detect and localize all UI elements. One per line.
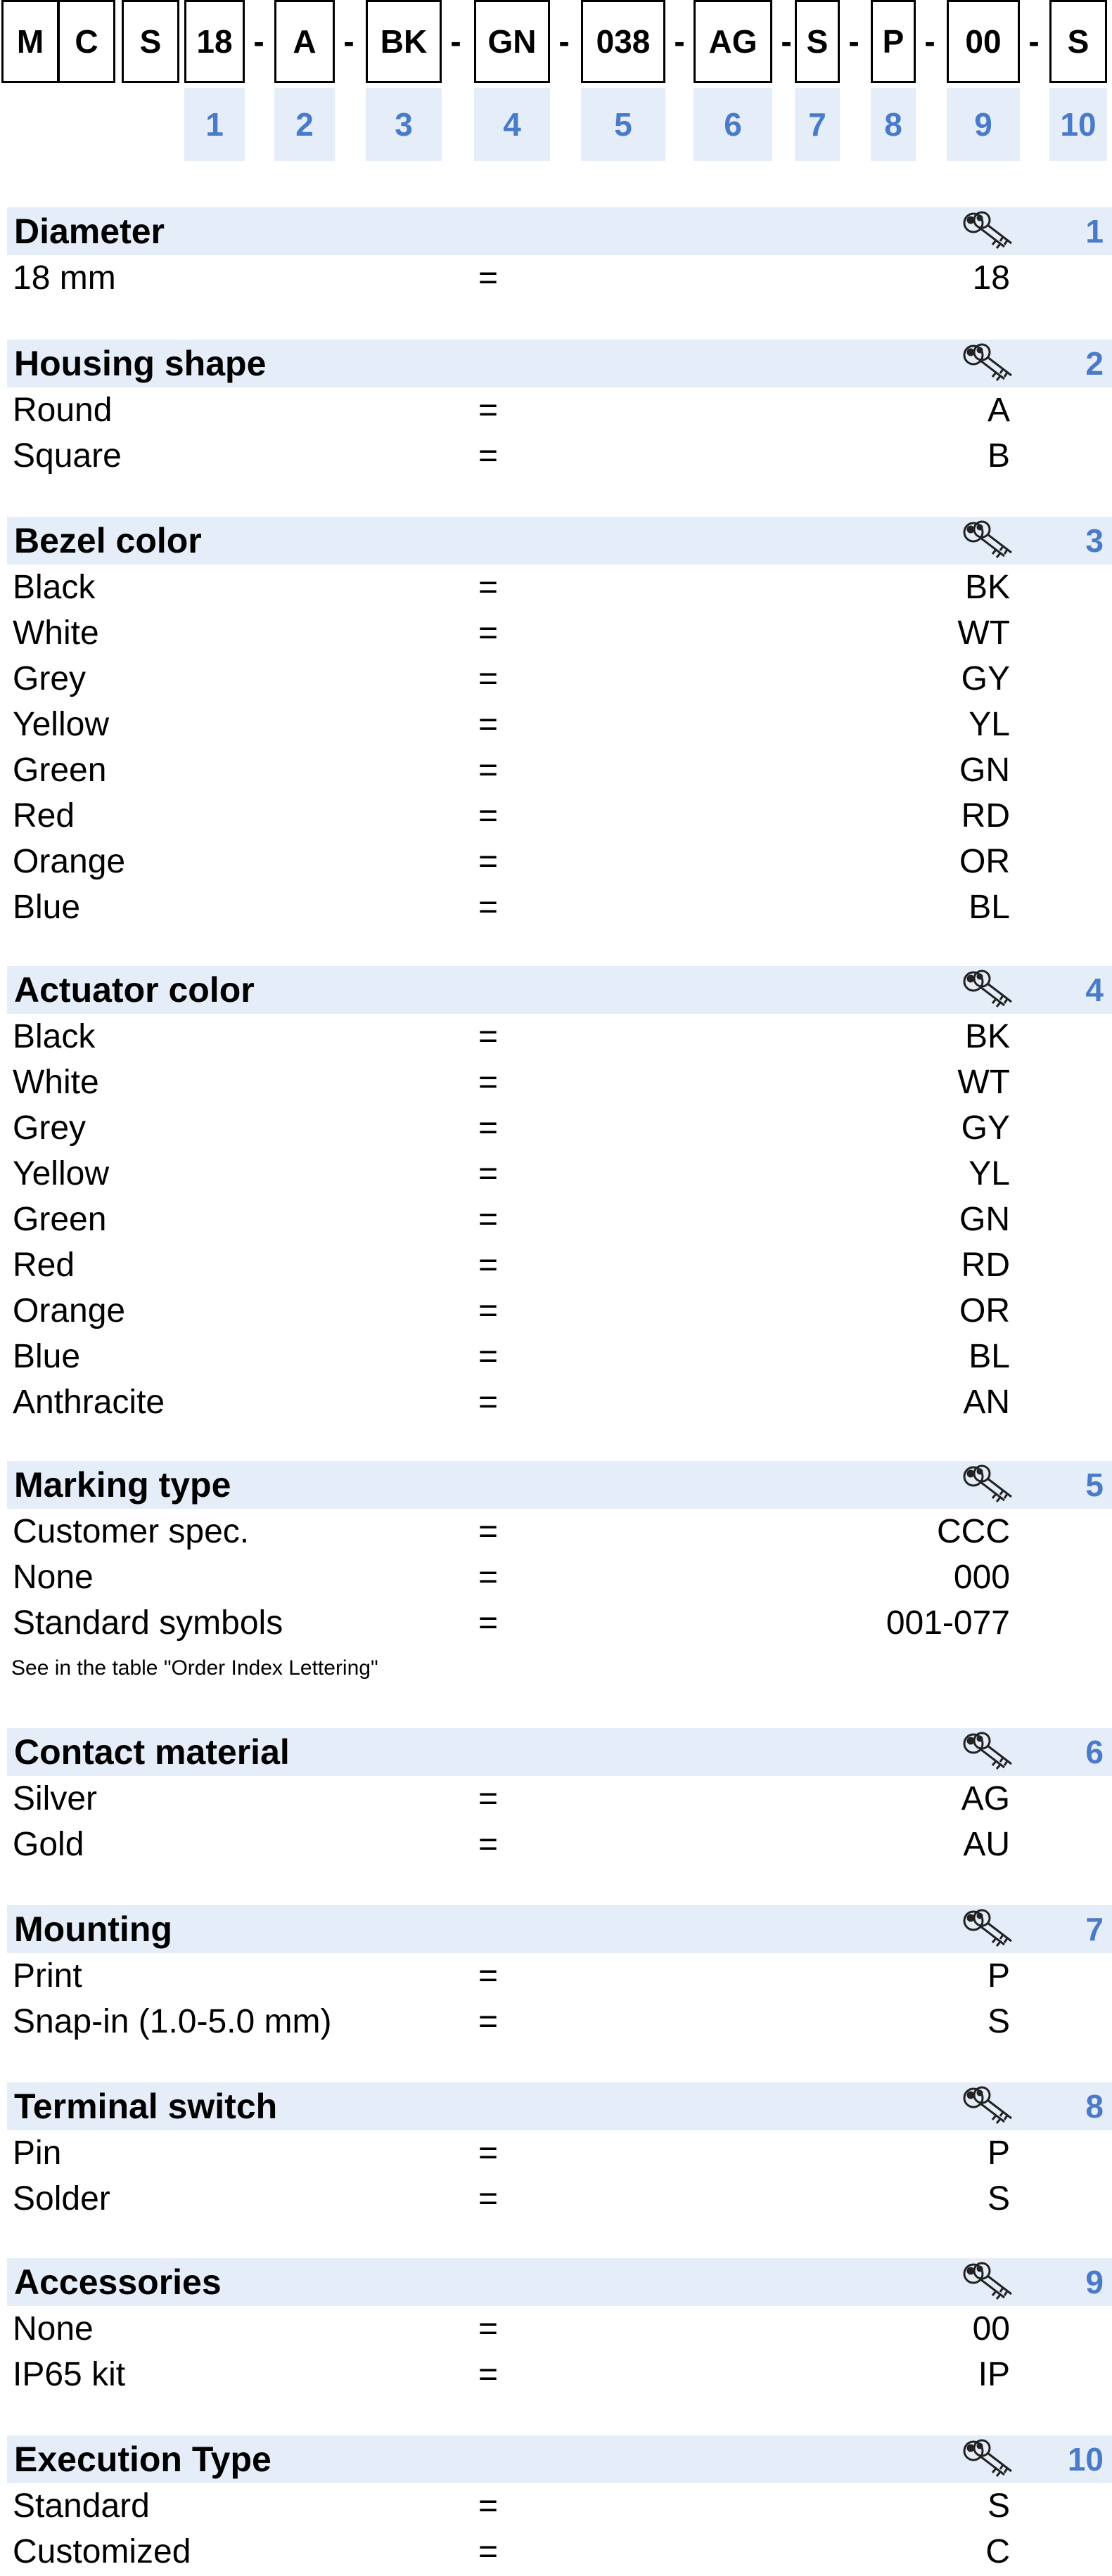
option-row: [0, 1953, 1112, 1999]
option-code: GN: [959, 752, 1010, 789]
equals-sign: =: [478, 843, 499, 880]
equals-sign: =: [478, 1155, 499, 1192]
equals-sign: =: [478, 1338, 499, 1375]
option-row: [0, 1334, 1112, 1379]
option-row: [0, 1197, 1112, 1242]
equals-sign: =: [478, 1109, 499, 1147]
section-number: 6: [1085, 1734, 1104, 1770]
code-separator: -: [781, 23, 792, 60]
section-title: Accessories: [14, 2262, 222, 2302]
option-row: [0, 1060, 1112, 1105]
equals-sign: =: [478, 797, 499, 835]
equals-sign: =: [478, 2356, 499, 2393]
option-row: [0, 565, 1112, 610]
section-header: [7, 2435, 1112, 2483]
option-label: Customized: [13, 2533, 191, 2570]
option-row: [0, 1822, 1112, 1867]
code-segment-index: 1: [184, 88, 245, 161]
equals-sign: =: [478, 1247, 499, 1284]
option-label: None: [13, 2310, 94, 2348]
equals-sign: =: [478, 752, 499, 789]
equals-sign: =: [478, 660, 499, 697]
section-header: [7, 517, 1112, 565]
code-segment-box: M: [1, 0, 59, 83]
key-icon: [961, 518, 1017, 563]
code-segment-box: S: [122, 0, 179, 83]
code-separator: -: [924, 23, 935, 60]
option-code: 000: [953, 1559, 1010, 1596]
equals-sign: =: [478, 1559, 499, 1596]
section-title: Diameter: [14, 212, 165, 251]
option-code: RD: [961, 1247, 1010, 1284]
option-row: [0, 884, 1112, 930]
code-segment-box: C: [58, 0, 115, 83]
key-icon: [961, 1730, 1017, 1775]
option-code: 001-077: [886, 1604, 1010, 1642]
option-label: Grey: [13, 1109, 87, 1147]
section-number: 3: [1085, 522, 1104, 559]
code-separator: -: [450, 23, 461, 60]
order-code-bar: [0, 0, 1112, 88]
code-segment-box: 18: [184, 0, 245, 83]
option-row: [0, 2529, 1112, 2575]
equals-sign: =: [478, 2134, 499, 2172]
equals-sign: =: [478, 1064, 499, 1101]
option-label: Blue: [13, 889, 81, 926]
code-segment-box: AG: [694, 0, 772, 83]
option-label: Square: [13, 437, 122, 475]
section-header: [7, 1905, 1112, 1953]
code-separator: -: [674, 23, 685, 60]
equals-sign: =: [478, 569, 499, 606]
code-segment-box: S: [795, 0, 840, 83]
equals-sign: =: [478, 1201, 499, 1238]
option-row: [0, 1999, 1112, 2044]
equals-sign: =: [478, 1604, 499, 1642]
option-code: AU: [963, 1826, 1010, 1863]
option-label: Round: [13, 392, 113, 429]
key-icon: [961, 1462, 1017, 1507]
section-title: Actuator color: [14, 970, 255, 1010]
section-title: Contact material: [14, 1732, 290, 1772]
option-row: [0, 1288, 1112, 1334]
option-row: [0, 702, 1112, 747]
option-label: White: [13, 614, 99, 652]
equals-sign: =: [478, 889, 499, 926]
code-separator: -: [848, 23, 859, 60]
option-row: [0, 839, 1112, 884]
equals-sign: =: [478, 614, 499, 652]
equals-sign: =: [478, 706, 499, 743]
option-label: Pin: [13, 2134, 62, 2172]
code-separator: -: [253, 23, 264, 60]
option-code: 18: [972, 259, 1010, 297]
code-segment-index: 10: [1049, 88, 1107, 161]
option-row: [0, 1776, 1112, 1822]
option-row: [0, 2306, 1112, 2352]
option-label: Black: [13, 569, 96, 606]
section-number: 1: [1085, 213, 1104, 250]
section-title: Execution Type: [14, 2440, 271, 2479]
option-code: CCC: [937, 1513, 1010, 1550]
option-label: Blue: [13, 1338, 81, 1375]
section-title: Marking type: [14, 1465, 231, 1505]
section-number: 9: [1085, 2264, 1104, 2300]
section-header: [7, 207, 1112, 255]
option-code: BL: [969, 1338, 1010, 1375]
code-segment-box: 038: [581, 0, 665, 83]
equals-sign: =: [478, 1780, 499, 1817]
option-row: [0, 1105, 1112, 1151]
equals-sign: =: [478, 2310, 499, 2348]
section-header: [7, 2258, 1112, 2306]
equals-sign: =: [478, 2533, 499, 2570]
option-code: WT: [957, 614, 1010, 652]
code-segment-index: 7: [795, 88, 840, 161]
code-separator: -: [1028, 23, 1040, 60]
option-code: BL: [969, 889, 1010, 926]
section-header: [7, 1461, 1112, 1509]
code-segment-index: 3: [366, 88, 442, 161]
equals-sign: =: [478, 1018, 499, 1055]
section-title: Housing shape: [14, 344, 267, 383]
option-code: GY: [961, 1109, 1010, 1147]
option-row: [0, 1014, 1112, 1060]
code-segment-box: P: [871, 0, 916, 83]
code-segment-box: GN: [474, 0, 550, 83]
key-icon: [961, 341, 1017, 386]
section-header: [7, 1728, 1112, 1776]
code-segment-index: 9: [947, 88, 1020, 161]
option-code: AN: [963, 1384, 1010, 1421]
option-label: Orange: [13, 1292, 126, 1329]
option-label: Green: [13, 1201, 107, 1238]
option-label: Green: [13, 752, 107, 789]
code-segment-box: A: [274, 0, 335, 83]
section-number: 7: [1085, 1911, 1104, 1947]
equals-sign: =: [478, 1826, 499, 1863]
option-label: Black: [13, 1018, 96, 1055]
section-number: 5: [1085, 1467, 1104, 1503]
code-segment-index: 6: [694, 88, 772, 161]
section-note: See in the table "Order Index Lettering": [11, 1656, 378, 1680]
equals-sign: =: [478, 2487, 499, 2525]
option-label: Yellow: [13, 1155, 109, 1192]
option-row: [0, 747, 1112, 793]
option-row: [0, 656, 1112, 702]
section-title: Mounting: [14, 1910, 172, 1949]
code-separator: -: [558, 23, 570, 60]
equals-sign: =: [478, 1292, 499, 1329]
option-row: [0, 1242, 1112, 1288]
option-label: Print: [13, 1957, 82, 1995]
equals-sign: =: [478, 437, 499, 475]
equals-sign: =: [478, 1513, 499, 1550]
section-header: [7, 2082, 1112, 2130]
option-code: BK: [964, 569, 1010, 606]
option-code: C: [985, 2533, 1010, 2570]
code-segment-index: 5: [581, 88, 665, 161]
section-header: [7, 966, 1112, 1014]
equals-sign: =: [478, 1384, 499, 1421]
section-title: Terminal switch: [14, 2087, 278, 2126]
option-label: Red: [13, 797, 75, 835]
section-number: 4: [1085, 972, 1104, 1008]
option-row: [0, 793, 1112, 839]
option-code: GY: [961, 660, 1010, 697]
code-separator: -: [343, 23, 354, 60]
option-row: [0, 433, 1112, 479]
option-row: [0, 1151, 1112, 1197]
option-label: Anthracite: [13, 1384, 165, 1421]
option-row: [0, 2176, 1112, 2222]
option-code: YL: [969, 706, 1010, 743]
option-label: Silver: [13, 1780, 98, 1817]
order-code-index-row: [0, 88, 1112, 161]
equals-sign: =: [478, 2180, 499, 2217]
option-row: [0, 1600, 1112, 1646]
option-row: [0, 255, 1112, 301]
section-number: 8: [1085, 2088, 1104, 2125]
section-header: [7, 340, 1112, 387]
option-code: YL: [969, 1155, 1010, 1192]
key-icon: [961, 209, 1017, 254]
option-row: [0, 2352, 1112, 2397]
key-icon: [961, 967, 1017, 1012]
option-row: [0, 2483, 1112, 2529]
option-row: [0, 2130, 1112, 2176]
option-label: Solder: [13, 2180, 110, 2217]
option-code: IP: [978, 2356, 1010, 2393]
option-code: A: [987, 392, 1010, 429]
key-icon: [961, 1907, 1017, 1952]
option-label: Standard symbols: [13, 1604, 283, 1642]
option-code: OR: [959, 843, 1010, 880]
key-icon: [961, 2084, 1017, 2129]
section-number: 10: [1067, 2441, 1104, 2478]
option-code: P: [987, 2134, 1010, 2172]
option-label: None: [13, 1559, 94, 1596]
option-code: P: [987, 1957, 1010, 1995]
code-segment-index: 2: [274, 88, 335, 161]
option-row: [0, 1379, 1112, 1425]
code-segment-box: S: [1049, 0, 1107, 83]
option-code: B: [987, 437, 1010, 475]
option-code: GN: [959, 1201, 1010, 1238]
code-segment-box: 00: [947, 0, 1020, 83]
option-code: S: [987, 2180, 1010, 2217]
option-label: Orange: [13, 843, 126, 880]
section-title: Bezel color: [14, 521, 202, 560]
option-label: Customer spec.: [13, 1513, 250, 1550]
option-label: Red: [13, 1247, 75, 1284]
option-code: WT: [957, 1064, 1010, 1101]
option-code: AG: [961, 1780, 1010, 1817]
option-code: S: [987, 2003, 1010, 2040]
option-code: OR: [959, 1292, 1010, 1329]
option-label: Yellow: [13, 706, 109, 743]
option-row: [0, 1554, 1112, 1600]
code-segment-box: BK: [366, 0, 442, 83]
equals-sign: =: [478, 2003, 499, 2040]
option-label: Grey: [13, 660, 87, 697]
option-label: 18 mm: [13, 259, 116, 297]
option-code: S: [987, 2487, 1010, 2525]
option-row: [0, 1509, 1112, 1554]
equals-sign: =: [478, 392, 499, 429]
option-label: Gold: [13, 1826, 84, 1863]
option-row: [0, 610, 1112, 656]
code-segment-index: 8: [871, 88, 916, 161]
equals-sign: =: [478, 1957, 499, 1995]
key-icon: [961, 2437, 1017, 2482]
key-icon: [961, 2260, 1017, 2305]
option-label: Snap-in (1.0-5.0 mm): [13, 2003, 332, 2040]
code-segment-index: 4: [474, 88, 550, 161]
option-code: BK: [964, 1018, 1010, 1055]
option-label: IP65 kit: [13, 2356, 126, 2393]
equals-sign: =: [478, 259, 499, 297]
option-code: 00: [972, 2310, 1010, 2348]
option-label: Standard: [13, 2487, 150, 2525]
option-code: RD: [961, 797, 1010, 835]
option-row: [0, 387, 1112, 433]
section-number: 2: [1085, 345, 1104, 382]
option-label: White: [13, 1064, 99, 1101]
